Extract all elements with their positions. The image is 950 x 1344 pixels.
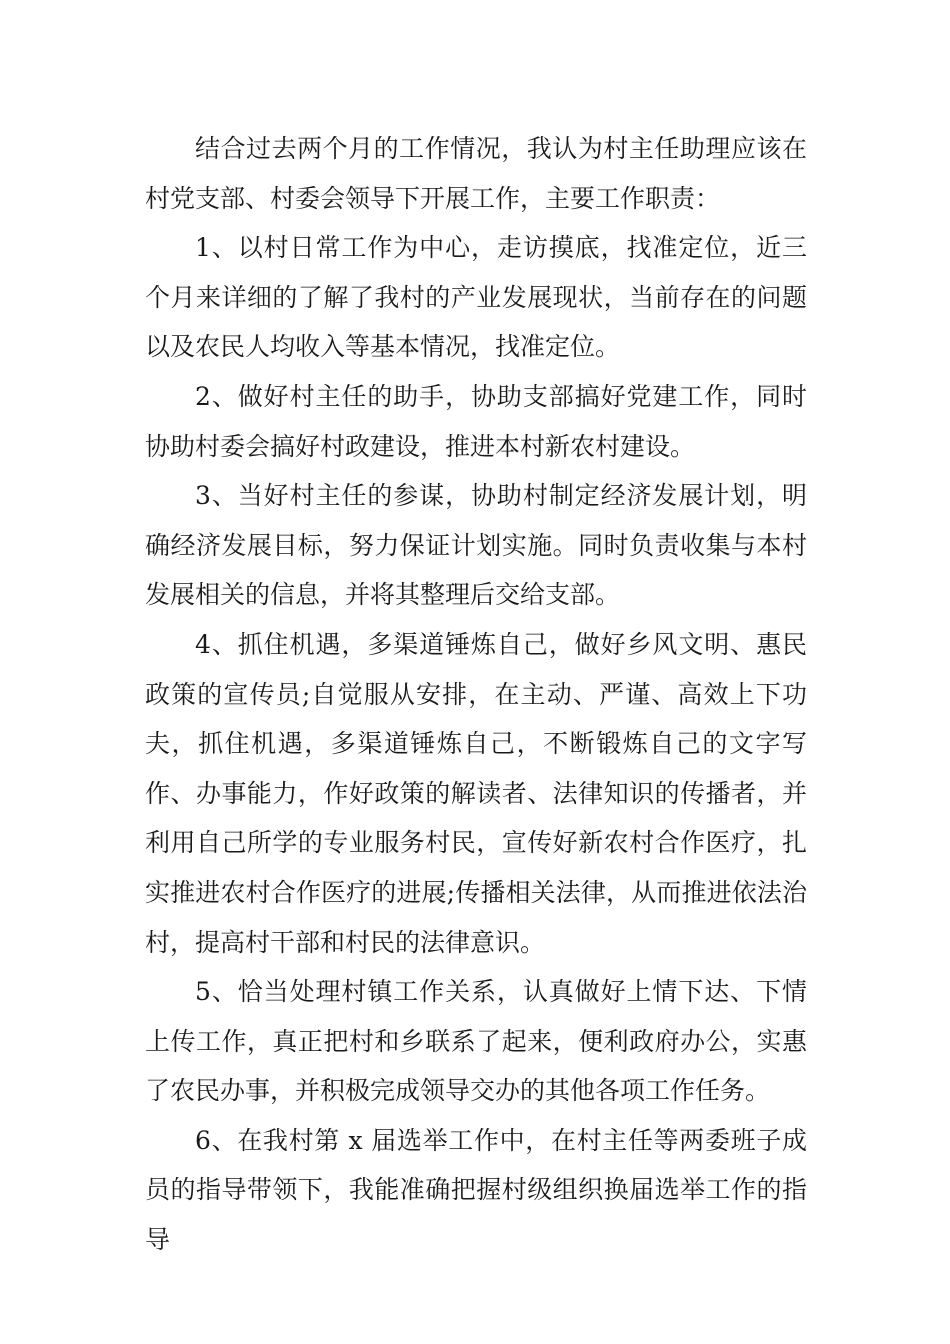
paragraph-duty-6: 6、在我村第 x 届选举工作中，在村主任等两委班子成员的指导带领下，我能准确把握村级组织换届选举工作的指导 — [145, 1125, 807, 1255]
paragraph-duty-5: 5、恰当处理村镇工作关系，认真做好上情下达、下情上传工作，真正把村和乡联系了起来，便利政府办公，实惠了农民办事，并积极完成领导交办的其他各项工作任务。 — [145, 977, 807, 1106]
paragraph-duty-1: 1、以村日常工作为中心，走访摸底，找准定位，近三个月来详细的了解了我村的产业发展现状，当前存在的问题以及农民人均收入等基本情况，找准定位。 — [145, 233, 807, 362]
document-body — [145, 124, 807, 1265]
paragraph-duty-3: 3、当好村主任的参谋，协助村制定经济发展计划，明确经济发展目标，努力保证计划实施。同时负责收集与本村发展相关的信息，并将其整理后交给支部。 — [145, 481, 807, 610]
paragraph-intro: 结合过去两个月的工作情况，我认为村主任助理应该在村党支部、村委会领导下开展工作，主要工作职责： — [145, 134, 807, 213]
paragraph-duty-2: 2、做好村主任的助手，协助支部搞好党建工作，同时协助村委会搞好村政建设，推进本村新农村建设。 — [145, 381, 807, 461]
paragraph-duty-4: 4、抓住机遇，多渠道锤炼自己，做好乡风文明、惠民政策的宣传员;自觉服从安排，在主动、严谨、高效上下功夫，抓住机遇，多渠道锤炼自己，不断锻炼自己的文字写作、办事能力，作好政策的解读者、法律知识的传播者，并利用自己所学的专业服务村民，宣传好新农村合作医疗，扎实推进农村合作医疗的进展;传播相关法律，从而推进依法治村，提高村干部和村民的法律意识。 — [145, 629, 807, 957]
